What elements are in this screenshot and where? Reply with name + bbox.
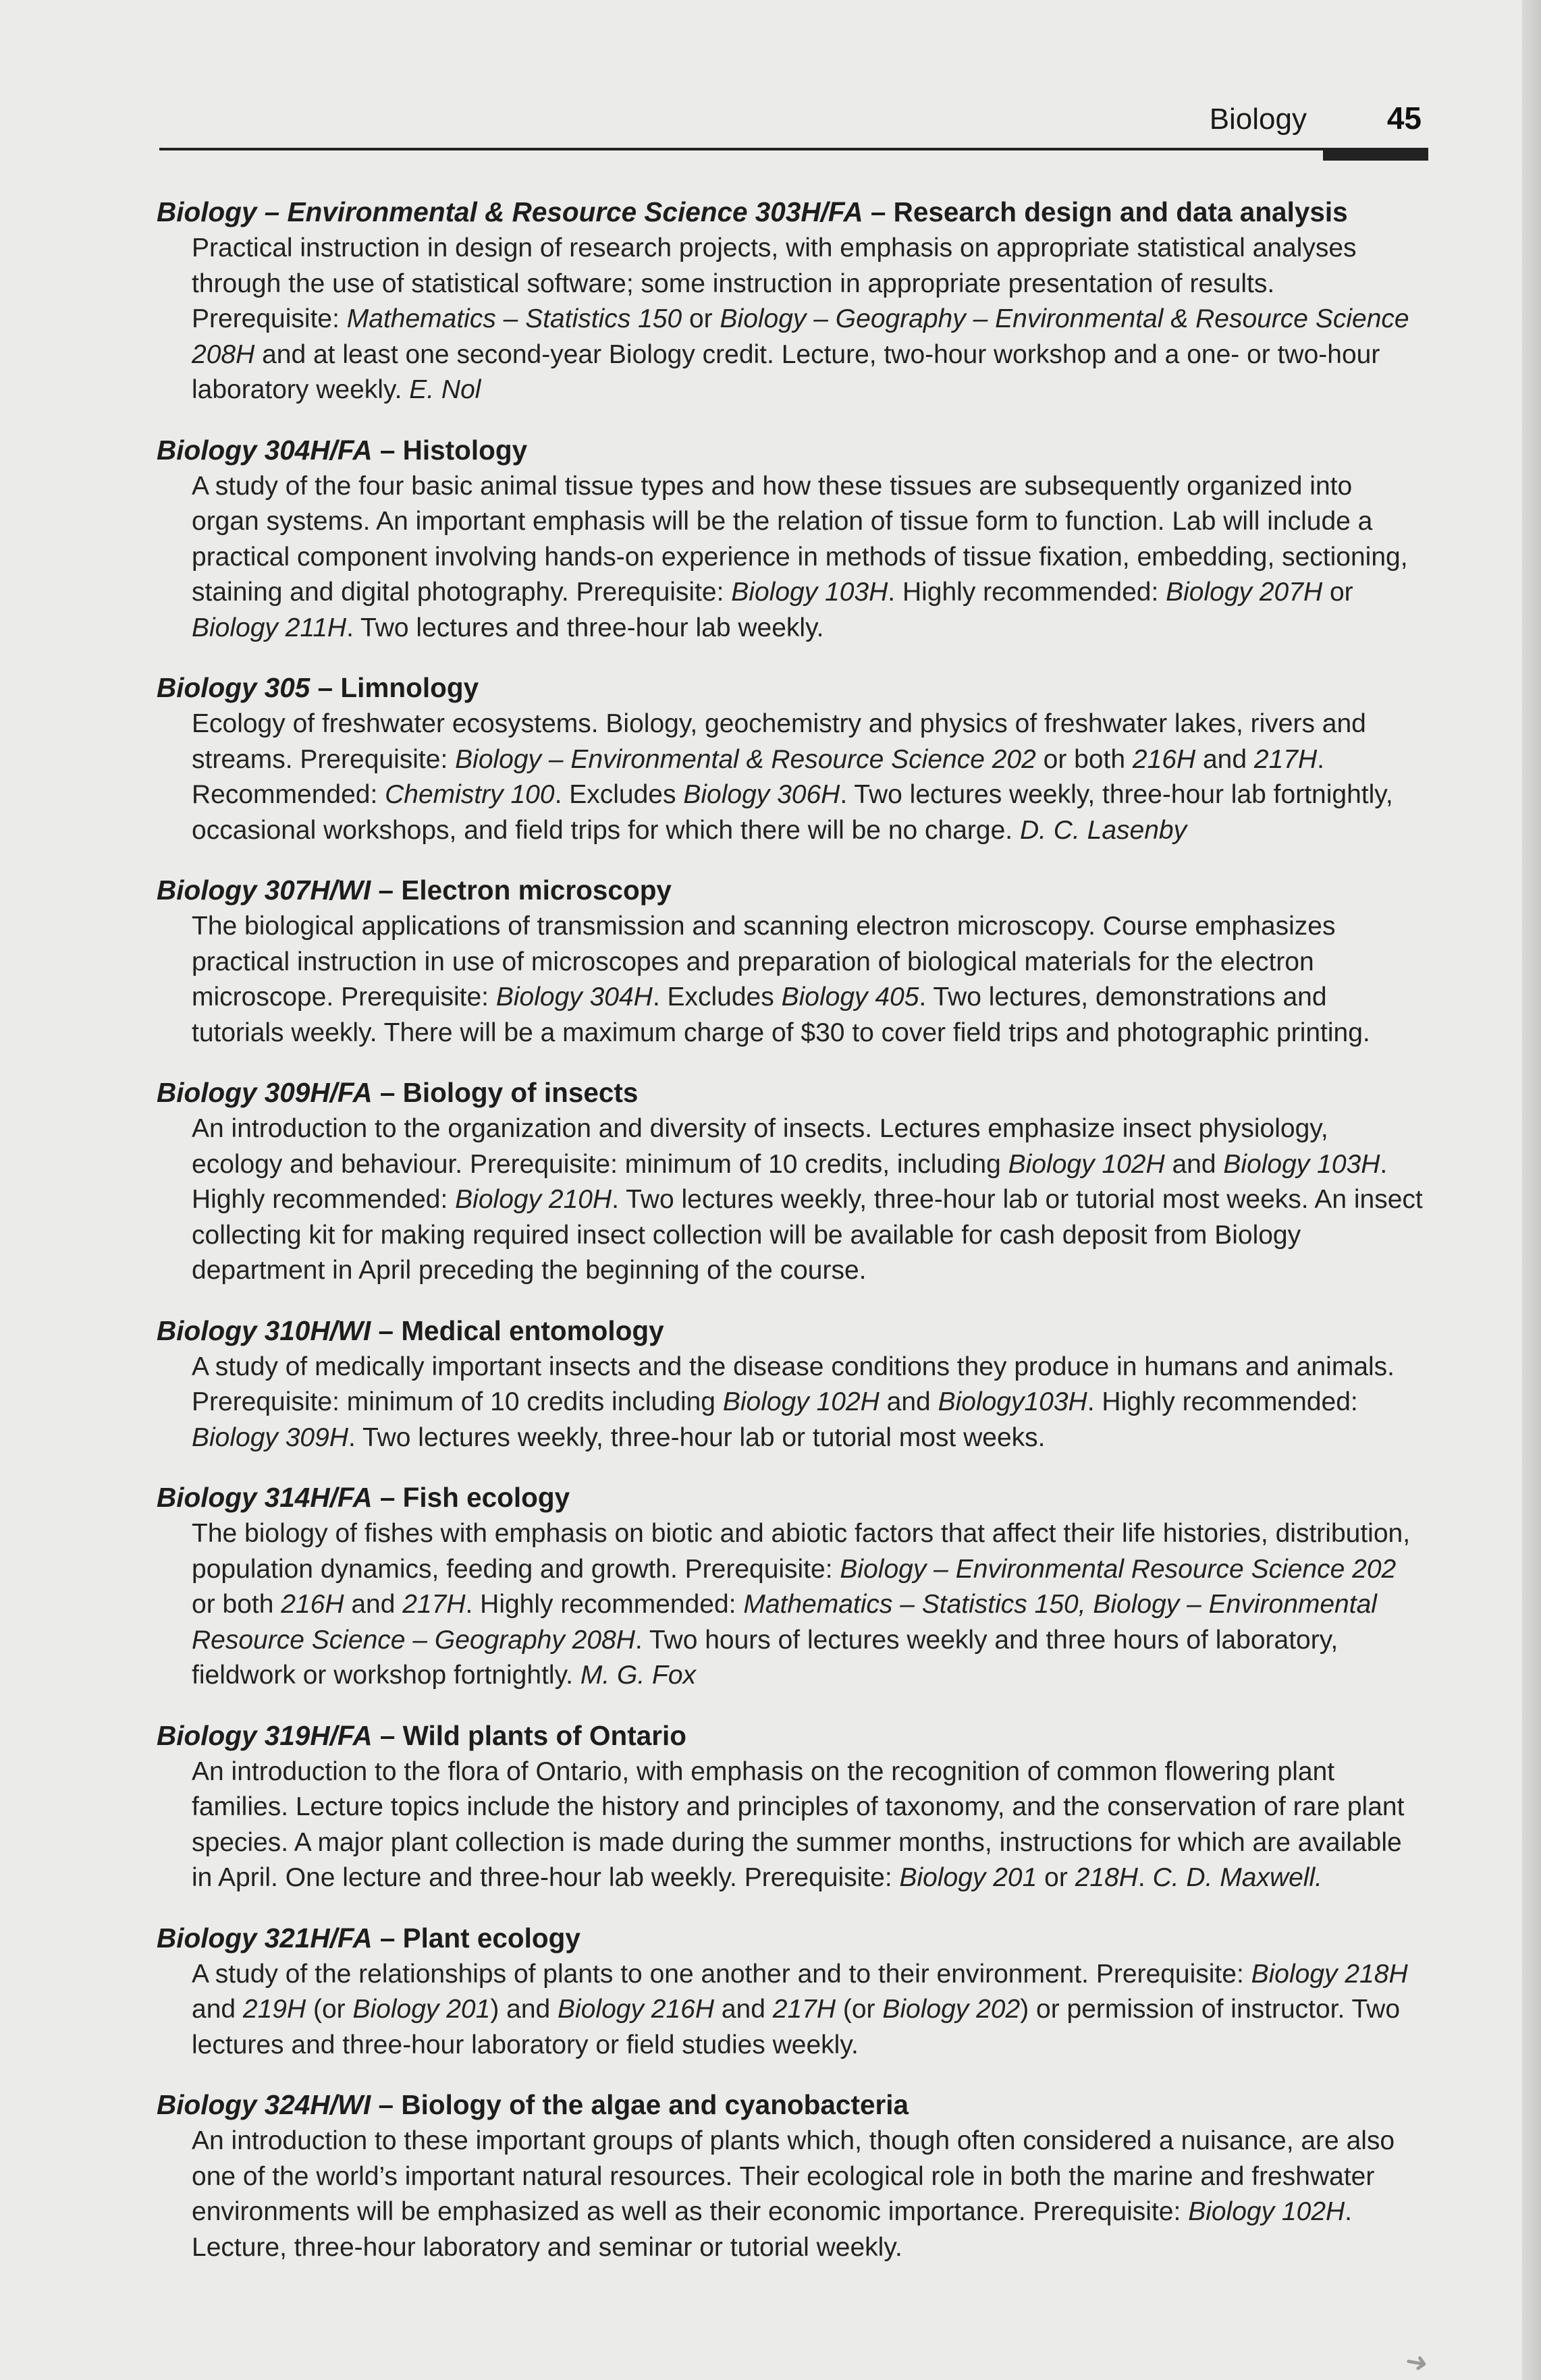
course-title: – Research design and data analysis xyxy=(863,196,1348,227)
description-segment: M. G. Fox xyxy=(580,1661,697,1690)
description-segment: C. D. Maxwell. xyxy=(1152,1863,1322,1892)
description-segment: 216H xyxy=(281,1590,344,1619)
course-code: Biology 310H/WI xyxy=(157,1314,371,1346)
description-segment: or xyxy=(1037,1863,1075,1892)
course-title: – Wild plants of Ontario xyxy=(372,1719,686,1751)
description-segment: . Excludes xyxy=(554,780,684,809)
description-segment: Chemistry 100 xyxy=(385,780,555,809)
description-segment: 217H xyxy=(402,1590,466,1619)
course-heading xyxy=(157,1717,1426,1754)
description-segment: and xyxy=(344,1590,403,1619)
description-segment: Biology – Geography – Environmental & Resource Science 208H xyxy=(192,304,1409,369)
course-description xyxy=(192,1957,1426,2064)
header-rule xyxy=(159,148,1428,150)
description-segment: A study of the four basic animal tissue types and how these tissues are subsequently organized into organ systems. An important emphasis will be the relation of tissue form to function. Lab will include a practical component involving hands-on experience in methods of tissue fixation, embedding, sectioning, staining and digital photography. Prerequisite: xyxy=(192,471,1408,607)
description-segment: Biology 309H xyxy=(192,1422,348,1452)
description-segment: An introduction to the organization and diversity of insects. Lectures emphasize insect physiology, ecology and behaviour. Prerequisite: minimum of 10 credits, including xyxy=(192,1114,1328,1179)
page-edge xyxy=(1522,0,1541,2380)
description-segment: A study of medically important insects and the disease conditions they produce in humans and animals. Prerequisite: minimum of 10 credits including xyxy=(192,1352,1395,1416)
description-segment: Biology 102H xyxy=(1008,1149,1165,1179)
description-segment: Biology 201 xyxy=(899,1863,1037,1892)
description-segment: . Recommended: xyxy=(192,744,1324,809)
course-heading xyxy=(157,2086,1426,2124)
course-entry xyxy=(157,2086,1426,2265)
description-segment: The biological applications of transmission and scanning electron microscopy. Course emphasizes practical instruction in use of microscopes and preparation of biological materials for the electron microscope. Prerequisite: xyxy=(192,912,1336,1012)
course-title: – Fish ecology xyxy=(372,1482,570,1513)
description-segment: . Excludes xyxy=(652,983,782,1012)
course-description xyxy=(192,1350,1426,1456)
description-segment: Biology – Environmental Resource Science 202 xyxy=(840,1554,1397,1584)
course-entry xyxy=(157,1074,1426,1289)
course-description xyxy=(192,2124,1426,2265)
course-heading xyxy=(157,1478,1426,1516)
course-description xyxy=(192,1111,1426,1289)
description-segment: . Two lectures weekly, three-hour lab or tutorial most weeks. xyxy=(348,1422,1046,1452)
course-entry xyxy=(157,1478,1426,1694)
running-title: Biology xyxy=(1209,103,1307,136)
description-segment: . Two lectures, demonstrations and tutorials weekly. There will be a maximum charge of $30 to cover field trips and photographic printing. xyxy=(192,983,1370,1047)
course-entry xyxy=(157,431,1426,646)
description-segment: Biology 405 xyxy=(781,983,919,1012)
course-code: Biology 309H/FA xyxy=(157,1077,373,1108)
course-code: Biology 324H/WI xyxy=(157,2089,371,2120)
description-segment: . Highly recommended: xyxy=(1087,1387,1358,1416)
course-title: – Medical entomology xyxy=(371,1314,664,1346)
course-code: Biology 314H/FA xyxy=(157,1482,373,1513)
description-segment: or both xyxy=(192,1590,281,1619)
description-segment: and xyxy=(714,1995,773,2024)
next-page-arrow-icon: ➜ xyxy=(1403,2346,1431,2379)
course-heading xyxy=(157,669,1426,707)
description-segment: An introduction to these important groups of plants which, though often considered a nuisance, are also one of the world’s important natural resources. Their ecological role in both the marine and freshwater environments will be emphasized as well as their economic importance. Prerequisite: xyxy=(192,2126,1395,2226)
description-segment: . Two lectures weekly, three-hour lab fortnightly, occasional workshops, and field trips for which there will be no charge. xyxy=(192,780,1393,845)
description-segment: or xyxy=(682,304,720,333)
description-segment: Biology 202 xyxy=(882,1995,1021,2024)
description-segment: Biology 304H xyxy=(495,983,653,1012)
description-segment: . xyxy=(1137,1863,1153,1892)
description-segment: 219H xyxy=(242,1995,306,2024)
header-rule-tab xyxy=(1323,150,1428,161)
description-segment: . Highly recommended: xyxy=(192,1149,1388,1214)
course-heading xyxy=(157,193,1426,231)
description-segment: and xyxy=(1195,744,1254,774)
course-heading xyxy=(157,871,1426,909)
course-code: Biology 321H/FA xyxy=(157,1922,373,1954)
page-number: 45 xyxy=(1386,101,1422,136)
course-title: – Histology xyxy=(372,434,528,466)
description-segment: and xyxy=(1164,1149,1224,1179)
course-description xyxy=(192,1516,1426,1694)
description-segment: E. Nol xyxy=(409,375,481,404)
course-heading xyxy=(157,1312,1426,1350)
description-segment: A study of the relationships of plants to one another and to their environment. Prerequisite: xyxy=(192,1959,1251,1989)
description-segment: The biology of fishes with emphasis on biotic and abiotic factors that affect their life histories, distribution, population dynamics, feeding and growth. Prerequisite: xyxy=(192,1519,1411,1584)
course-heading xyxy=(157,1074,1426,1111)
course-entry xyxy=(157,193,1426,408)
page-header xyxy=(159,100,1442,154)
course-description xyxy=(192,469,1426,646)
description-segment: . Two lectures and three-hour lab weekly. xyxy=(346,613,824,642)
course-code: Biology 307H/WI xyxy=(157,875,371,906)
course-description xyxy=(192,707,1426,848)
course-code: Biology 305 xyxy=(157,672,310,703)
course-title: – Biology of the algae and cyanobacteria xyxy=(371,2089,909,2120)
course-entry xyxy=(157,871,1426,1051)
course-title: – Biology of insects xyxy=(372,1077,639,1108)
course-entry xyxy=(157,669,1426,848)
description-segment: Ecology of freshwater ecosystems. Biology, geochemistry and physics of freshwater lakes, rivers and streams. Prerequisite: xyxy=(192,709,1366,774)
description-segment: . Highly recommended: xyxy=(888,578,1166,607)
description-segment: D. C. Lasenby xyxy=(1019,815,1187,845)
description-segment: or xyxy=(1322,578,1353,607)
description-segment: Biology 102H xyxy=(1188,2197,1345,2226)
course-code: Biology – Environmental & Resource Science 303H/FA xyxy=(157,196,863,227)
description-segment: (or xyxy=(836,1995,883,2024)
description-segment: Biology103H xyxy=(938,1387,1087,1416)
description-segment: (or xyxy=(306,1995,353,2024)
course-heading xyxy=(157,431,1426,469)
description-segment: Biology 207H xyxy=(1166,578,1323,607)
description-segment: 217H xyxy=(772,1995,836,2024)
description-segment: . Highly recommended: xyxy=(465,1590,744,1619)
description-segment: Biology 102H xyxy=(722,1387,880,1416)
course-entry xyxy=(157,1717,1426,1896)
course-description xyxy=(192,1754,1426,1896)
description-segment: . Two lectures weekly, three-hour lab or tutorial most weeks. An insect collecting kit for making required insect collection will be available for cash deposit from Biology department in April preceding the beginning of the course. xyxy=(192,1185,1423,1285)
description-segment: or both xyxy=(1035,744,1133,774)
description-segment: ) or permission of instructor. Two lectures and three-hour laboratory or field studies weekly. xyxy=(192,1995,1401,2059)
course-title: – Plant ecology xyxy=(372,1922,580,1954)
course-heading xyxy=(157,1919,1426,1957)
description-segment: 218H xyxy=(1075,1863,1138,1892)
course-description xyxy=(192,909,1426,1051)
description-segment: An introduction to the flora of Ontario, with emphasis on the recognition of common flowering plant families. Lecture topics include the history and principles of taxonomy, and the conservation of rare plant species. A major plant collection is made during the summer months, instructions for which are available in April. One lecture and three-hour lab weekly. Prerequisite: xyxy=(192,1756,1405,1892)
course-code: Biology 304H/FA xyxy=(157,434,373,466)
course-description xyxy=(192,231,1426,408)
course-list xyxy=(157,193,1426,2288)
description-segment: Practical instruction in design of research projects, with emphasis on appropriate statistical analyses through the use of statistical software; some instruction in appropriate presentation of results. Prerequisite: xyxy=(192,233,1357,333)
course-title: – Limnology xyxy=(310,672,479,703)
description-segment: . Lecture, three-hour laboratory and seminar or tutorial weekly. xyxy=(192,2197,1353,2262)
description-segment: Biology 216H xyxy=(558,1995,715,2024)
description-segment: . Two hours of lectures weekly and three hours of laboratory, fieldwork or workshop fortnightly. xyxy=(192,1625,1339,1690)
description-segment: Biology 201 xyxy=(352,1995,491,2024)
description-segment: Biology 306H xyxy=(683,780,840,809)
description-segment: and at least one second-year Biology credit. Lecture, two-hour workshop and a one- or two-hour laboratory weekly. xyxy=(192,339,1380,404)
description-segment: Biology 211H xyxy=(192,613,347,642)
description-segment: Biology 218H xyxy=(1251,1959,1408,1989)
description-segment: Biology 103H xyxy=(1223,1149,1380,1179)
course-entry xyxy=(157,1312,1426,1456)
course-title: – Electron microscopy xyxy=(371,875,672,906)
description-segment: 216H xyxy=(1132,744,1196,774)
description-segment: 217H xyxy=(1253,744,1318,774)
description-segment: ) and xyxy=(490,1995,558,2024)
description-segment: Biology 103H xyxy=(731,578,888,607)
description-segment: Biology – Environmental & Resource Science 202 xyxy=(455,744,1036,774)
course-code: Biology 319H/FA xyxy=(157,1719,373,1751)
description-segment: Mathematics – Statistics 150 xyxy=(346,304,682,333)
description-segment: and xyxy=(192,1995,243,2024)
description-segment: Biology 210H xyxy=(455,1185,612,1214)
description-segment: and xyxy=(879,1387,938,1416)
course-entry xyxy=(157,1919,1426,2064)
description-segment: Mathematics – Statistics 150, Biology – Environmental Resource Science – Geography 208H xyxy=(192,1590,1377,1655)
